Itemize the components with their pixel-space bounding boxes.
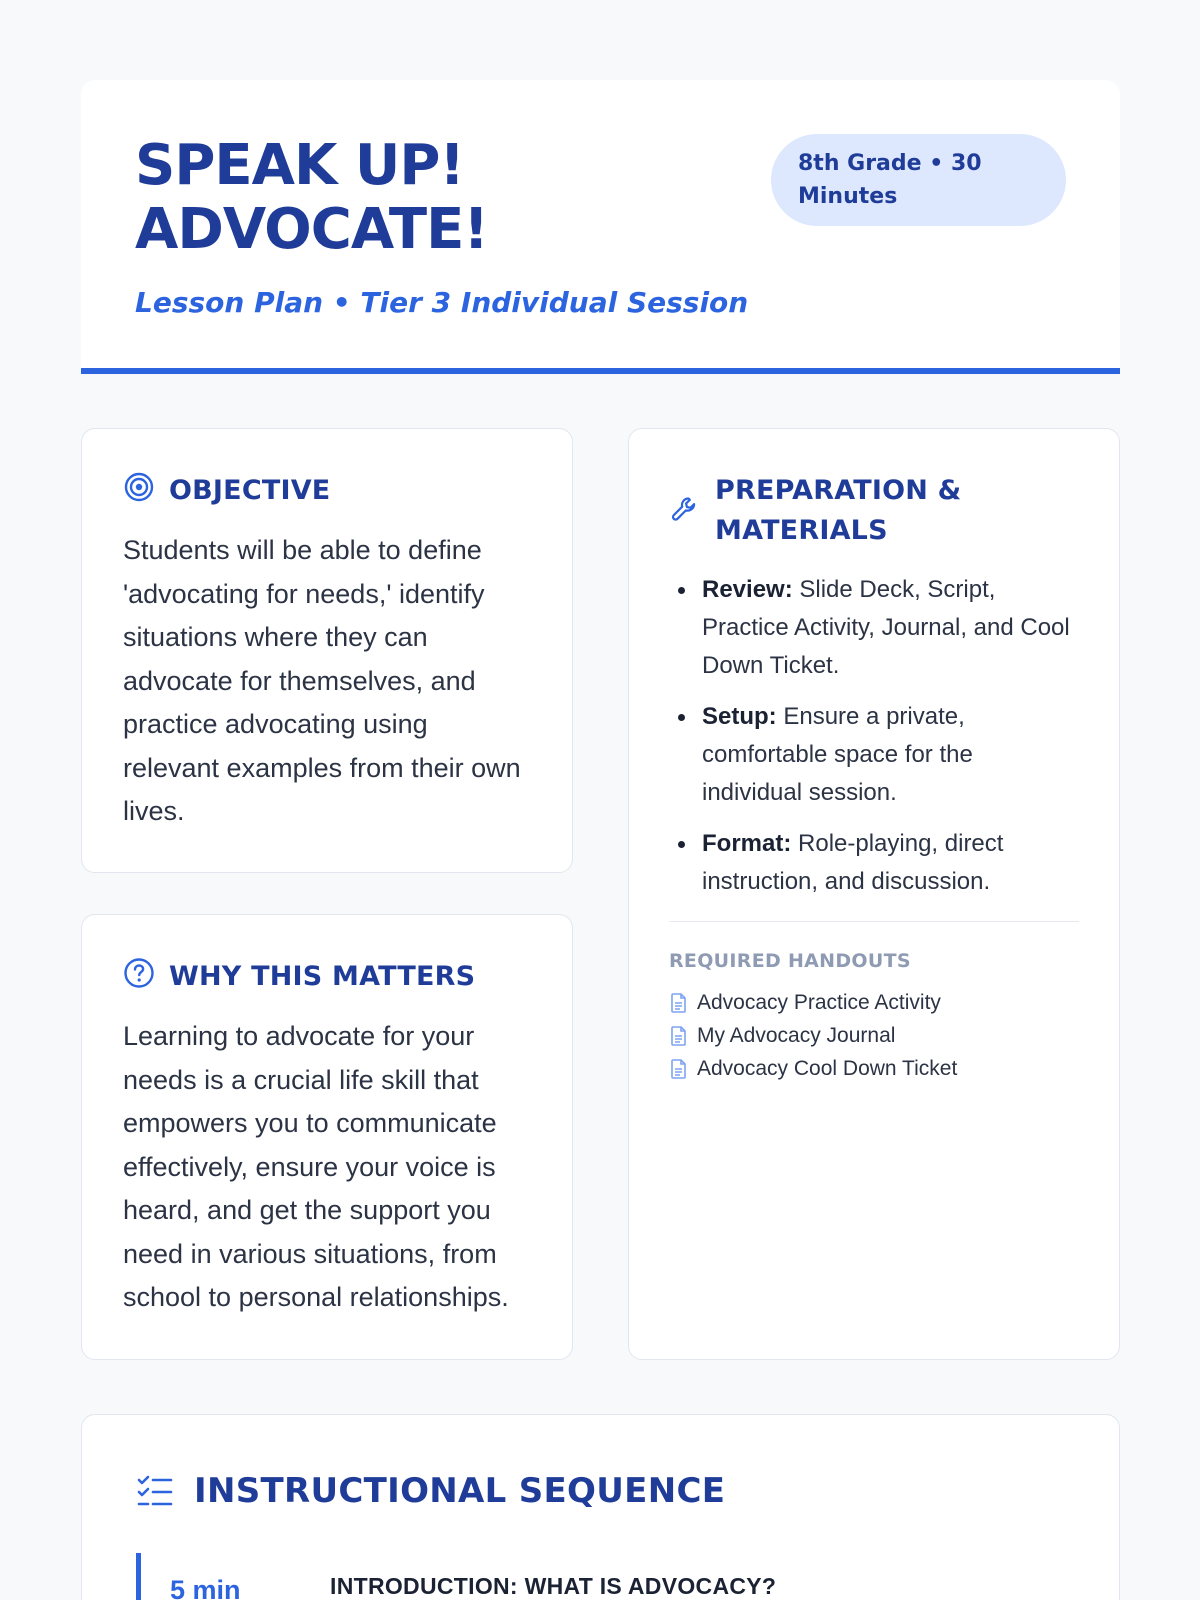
list-item (669, 698, 1079, 812)
sequence-header (136, 1471, 1065, 1511)
document-icon (669, 992, 689, 1014)
why-this-matters-card (81, 914, 573, 1360)
prep-item-label: Format: (702, 830, 792, 857)
step-title: INTRODUCTION: WHAT IS ADVOCACY? (330, 1573, 777, 1599)
handout-link[interactable] (669, 1019, 1079, 1052)
page-title: SPEAK UP! ADVOCATE! (135, 133, 488, 262)
prep-item-text: Role-playing, direct instruction, and discussion. (702, 830, 1004, 895)
target-icon (123, 471, 155, 503)
document-icon (669, 1025, 689, 1047)
objective-card (81, 428, 573, 873)
divider (669, 921, 1079, 922)
handout-label: Advocacy Practice Activity (697, 991, 941, 1014)
why-title: WHY THIS MATTERS (169, 961, 476, 992)
handout-link[interactable] (669, 986, 1079, 1019)
objective-header (123, 471, 531, 511)
why-header (123, 957, 531, 997)
prep-item-text: Slide Deck, Script, Practice Activity, Journal, and Cool Down Ticket. (702, 576, 1070, 679)
prep-item-label: Review: (702, 576, 793, 603)
prep-title: PREPARATION & MATERIALS (715, 475, 962, 546)
prep-list (669, 571, 1079, 901)
grade-duration-badge: 8th Grade • 30 Minutes (771, 134, 1066, 226)
objective-title: OBJECTIVE (169, 475, 331, 506)
sequence-step (136, 1553, 1065, 1600)
prep-header (669, 471, 1079, 551)
checklist-icon (136, 1473, 174, 1509)
why-text: Learning to advocate for your needs is a crucial life skill that empowers you to communicate effectively, ensure your voice is heard, and get the support you need in various situations, from school to personal relationships. (123, 1021, 509, 1312)
preparation-materials-card (628, 428, 1120, 1360)
page-subtitle: Lesson Plan • Tier 3 Individual Session (135, 286, 749, 319)
list-item (669, 571, 1079, 685)
handout-label: My Advocacy Journal (697, 1024, 896, 1047)
wrench-icon (669, 493, 701, 525)
step-time: 5 min (170, 1575, 241, 1600)
list-item (669, 825, 1079, 901)
objective-text: Students will be able to define 'advocating for needs,' identify situations where they can advocate for themselves, and practice advocating using relevant examples from their own lives. (123, 535, 521, 826)
prep-item-text: Ensure a private, comfortable space for the individual session. (702, 703, 973, 806)
header-card (81, 80, 1120, 374)
handout-label: Advocacy Cool Down Ticket (697, 1057, 958, 1080)
instructional-sequence-card (81, 1414, 1120, 1600)
document-icon (669, 1058, 689, 1080)
handout-link[interactable] (669, 1052, 1079, 1085)
handouts-title: REQUIRED HANDOUTS (669, 950, 911, 972)
handout-list (669, 986, 1079, 1085)
question-circle-icon (123, 957, 155, 989)
sequence-title: INSTRUCTIONAL SEQUENCE (194, 1471, 726, 1511)
prep-item-label: Setup: (702, 703, 777, 730)
